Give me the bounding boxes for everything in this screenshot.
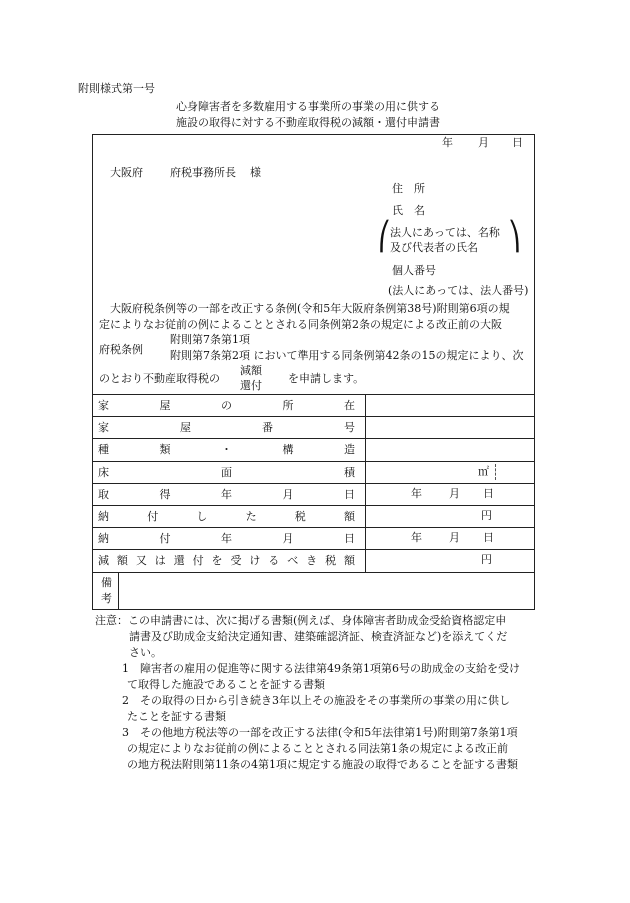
notes-item3-line1: 3 その他地方税法等の一部を改正する法律(令和5年法律第1号)附則第7条第1項 bbox=[122, 726, 518, 739]
table-row-label bbox=[98, 438, 355, 460]
table-label-char: た bbox=[245, 510, 257, 523]
table-label-char: 類 bbox=[159, 443, 171, 457]
notes-lead-2: 請書及び助成金支給決定通知書、建築確認済証、検査済証など)を添えてくだ bbox=[129, 630, 508, 643]
table-label-char: 日 bbox=[344, 487, 355, 501]
name-label: 氏 名 bbox=[392, 204, 425, 217]
table-value-unit: 年 bbox=[411, 486, 422, 500]
table-label-char: 日 bbox=[344, 532, 355, 546]
table-row-label bbox=[98, 394, 355, 416]
table-label-char: 所 bbox=[282, 399, 294, 412]
table-value-unit: 円 bbox=[481, 553, 492, 567]
address-label: 住 所 bbox=[392, 182, 425, 195]
body-line1: 大阪府税条例等の一部を改正する条例(令和5年大阪府条例第38号)附則第6項の規 bbox=[110, 302, 510, 315]
table-label-char: 面 bbox=[221, 465, 232, 479]
table-label-char: け bbox=[249, 554, 261, 568]
table-label-char: 種 bbox=[98, 443, 109, 457]
table-label-char: 納 bbox=[98, 532, 109, 546]
table-label-char: 家 bbox=[98, 399, 109, 412]
table-label-char: る bbox=[268, 554, 280, 568]
table-label-char: 税 bbox=[294, 510, 306, 523]
table-label-char: 号 bbox=[344, 421, 355, 435]
right-brace-icon: ⎞ bbox=[508, 221, 521, 253]
table-label-char: 還 bbox=[173, 554, 185, 568]
remarks-top-rule bbox=[92, 572, 535, 573]
table-label-char: を bbox=[211, 554, 223, 568]
body-line4-left: のとおり不動産取得税の bbox=[99, 372, 220, 385]
table-label-char: 額 bbox=[343, 510, 355, 523]
table-label-char: 屋 bbox=[180, 421, 191, 435]
table-value-unit: 日 bbox=[483, 486, 494, 500]
table-label-char: 屋 bbox=[159, 399, 171, 412]
date-year-label: 年 bbox=[442, 136, 453, 149]
table-label-char: 年 bbox=[221, 532, 232, 546]
notes-lead-3: さい。 bbox=[129, 646, 162, 659]
table-label-char: 床 bbox=[98, 465, 109, 479]
corp-note-line1: 法人にあっては、名称 bbox=[390, 226, 500, 239]
table-label-char: は bbox=[154, 554, 166, 568]
date-month-label: 月 bbox=[478, 136, 489, 149]
table-label-char: き bbox=[306, 554, 318, 568]
table-label-char: 取 bbox=[98, 487, 109, 501]
form-title-line1: 心身障害者を多数雇用する事業所の事業の用に供する bbox=[176, 100, 440, 113]
table-row-label bbox=[98, 483, 355, 505]
table-row-label bbox=[98, 527, 355, 549]
table-label-char: の bbox=[221, 399, 232, 412]
table-row-value-field[interactable] bbox=[367, 417, 531, 437]
table-label-char: 額 bbox=[116, 554, 128, 568]
notes-item2-line1: 2 その取得の日から引き続き3年以上その施設をその事業所の事業の用に供し bbox=[122, 694, 510, 707]
body-line2: 定によりなお従前の例によることとされる同条例第2条の規定による改正前の大阪 bbox=[99, 318, 502, 331]
table-label-char: 家 bbox=[98, 421, 109, 435]
notes-item3-line3: の地方税法附則第11条の4第1項に規定する施設の取得であることを証する書類 bbox=[127, 758, 518, 771]
table-row-label bbox=[98, 461, 355, 483]
left-brace-icon: ⎛ bbox=[378, 221, 391, 253]
form-title-line2: 施設の取得に対する不動産取得税の減額・還付申請書 bbox=[176, 116, 440, 129]
reduction-option: 減額 bbox=[240, 364, 262, 377]
table-label-char: 月 bbox=[282, 487, 294, 501]
form-number: 附則様式第一号 bbox=[78, 82, 155, 95]
table-row-label bbox=[98, 549, 355, 571]
table-value-unit: 円 bbox=[481, 509, 492, 522]
table-label-char: 造 bbox=[344, 443, 355, 457]
area-decimal-divider bbox=[495, 464, 496, 480]
notes-lead: 注意：この申請書には、次に掲げる書類(例えば、身体障害者助成金受給資格認定申 bbox=[95, 614, 507, 627]
table-label-char: 納 bbox=[98, 510, 109, 523]
table-label-char: 年 bbox=[221, 487, 232, 501]
table-label-char: 額 bbox=[343, 554, 355, 568]
table-value-unit: ㎡ bbox=[478, 464, 489, 478]
table-label-char: し bbox=[196, 510, 208, 523]
table-label-char: 税 bbox=[325, 554, 337, 568]
remarks-label-1: 備 bbox=[101, 576, 112, 589]
table-value-unit: 日 bbox=[483, 531, 494, 545]
table-label-char: 又 bbox=[135, 554, 147, 568]
addressee-office: 府税事務所長 bbox=[170, 166, 236, 179]
table-row-value-field[interactable] bbox=[367, 462, 531, 482]
refund-option: 還付 bbox=[240, 379, 262, 392]
id-number-note: (法人にあっては、法人番号) bbox=[388, 284, 529, 297]
table-label-char: 月 bbox=[282, 532, 294, 546]
table-row-label bbox=[98, 416, 355, 438]
corp-note-line2: 及び代表者の氏名 bbox=[390, 241, 478, 254]
table-label-char: 得 bbox=[159, 487, 171, 501]
table-label-char: 積 bbox=[344, 465, 355, 479]
date-day-label: 日 bbox=[512, 136, 523, 149]
body-line3-option-a: 附則第7条第1項 bbox=[170, 333, 250, 346]
table-row-value-field[interactable] bbox=[367, 506, 531, 526]
table-label-char: 在 bbox=[344, 399, 355, 412]
body-line3-left: 府税条例 bbox=[99, 343, 143, 356]
table-row-value-field[interactable] bbox=[367, 439, 531, 459]
body-line3-option-b: 附則第7条第2項 において準用する同条例第42条の15の規定により、次 bbox=[170, 349, 524, 362]
table-value-unit: 月 bbox=[449, 486, 460, 500]
table-row-value-field[interactable] bbox=[367, 550, 531, 570]
table-label-char: 付 bbox=[159, 532, 171, 546]
remarks-divider bbox=[118, 572, 119, 610]
table-label-char: べ bbox=[287, 554, 299, 568]
addressee-prefecture: 大阪府 bbox=[110, 166, 143, 179]
notes-item1-line1: 1 障害者の雇用の促進等に関する法律第49条第1項第6号の助成金の支給を受け bbox=[122, 662, 520, 675]
body-line4-right: を申請します。 bbox=[288, 372, 365, 385]
notes-item3-line2: の規定によりなお従前の例によることとされる同法第1条の規定による改正前 bbox=[127, 742, 508, 755]
remarks-label-2: 考 bbox=[101, 592, 112, 605]
table-label-char: 付 bbox=[192, 554, 204, 568]
addressee-honorific: 様 bbox=[250, 166, 261, 179]
table-value-unit: 年 bbox=[411, 531, 422, 545]
table-label-char: 受 bbox=[230, 554, 242, 568]
table-row-label bbox=[98, 505, 355, 527]
table-label-char: 番 bbox=[262, 421, 273, 435]
table-label-char: ・ bbox=[221, 443, 232, 457]
notes-item2-line2: たことを証する書類 bbox=[127, 710, 226, 723]
table-label-char: 構 bbox=[282, 443, 294, 457]
table-row-value-field[interactable] bbox=[367, 395, 531, 415]
table-label-char: 付 bbox=[147, 510, 159, 523]
remarks-field[interactable] bbox=[120, 574, 532, 607]
table-value-unit: 月 bbox=[449, 531, 460, 545]
id-number-label: 個人番号 bbox=[392, 264, 436, 277]
notes-item1-line2: て取得した施設であることを証する書類 bbox=[127, 678, 325, 691]
table-label-char: 減 bbox=[98, 554, 109, 568]
